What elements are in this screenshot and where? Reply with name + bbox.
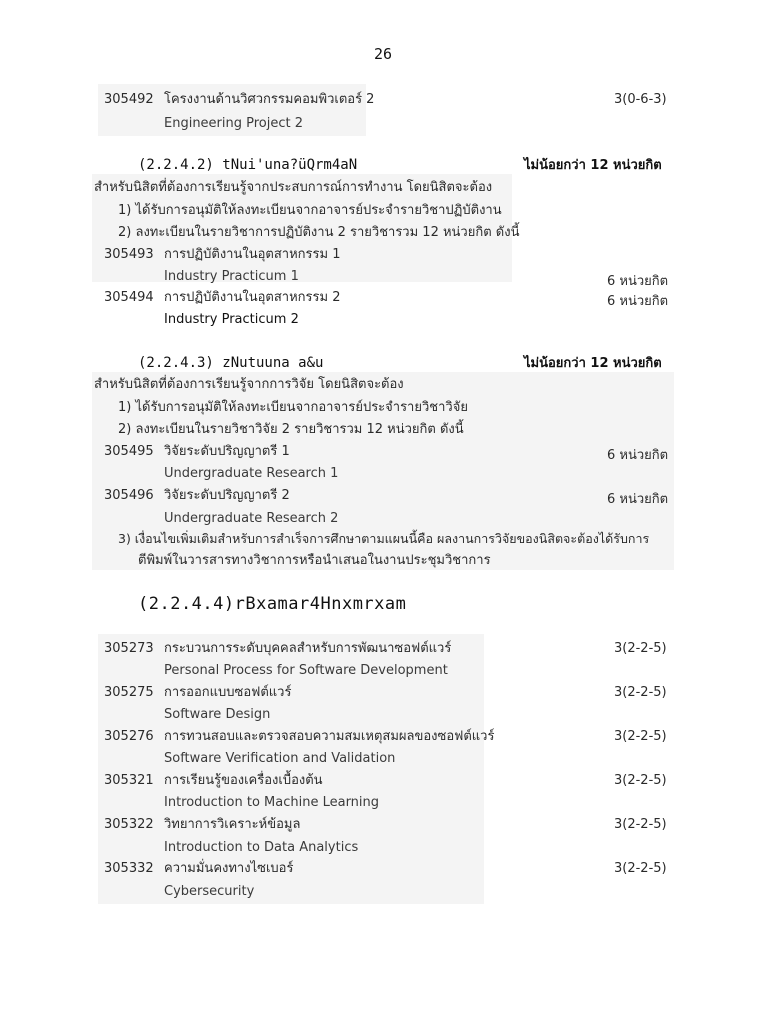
- course-code: 305321: [104, 773, 154, 788]
- course-code: 305273: [104, 641, 154, 656]
- condition-1: 1) ได้รับการอนุมัติให้ลงทะเบียนจากอาจารย์ประจำรายวิชาปฏิบัติงาน: [118, 203, 502, 218]
- course-thai-name: วิจัยระดับปริญญาตรี 1: [164, 444, 290, 459]
- course-english-name: Cybersecurity: [164, 884, 255, 899]
- course-code: 305276: [104, 729, 154, 744]
- course-thai-name: การปฏิบัติงานในอุตสาหกรรม 1: [164, 247, 341, 262]
- course-thai-name: การทวนสอบและตรวจสอบความสมเหตุสมผลของซอฟต์แวร์: [164, 729, 495, 744]
- course-credit: 6 หน่วยกิต: [607, 492, 669, 507]
- condition-1: 1) ได้รับการอนุมัติให้ลงทะเบียนจากอาจารย์ประจำรายวิชาวิจัย: [118, 400, 468, 415]
- course-code: 305494: [104, 290, 154, 305]
- section-intro: สำหรับนิสิตที่ต้องการเรียนรู้จากการวิจัย โดยนิสิตจะต้อง: [94, 377, 404, 392]
- course-thai-name: วิทยาการวิเคราะห์ข้อมูล: [164, 817, 301, 832]
- course-code: 305492: [104, 92, 154, 107]
- course-code: 305496: [104, 488, 154, 503]
- course-code: 305322: [104, 817, 154, 832]
- course-english-name: Introduction to Machine Learning: [164, 795, 380, 810]
- page-number: 26: [374, 45, 393, 63]
- course-credit: 3(2-2-5): [614, 861, 667, 876]
- course-code: 305493: [104, 247, 154, 262]
- section-heading: (2.2.4.2) tNui'una?üQrm4aN: [138, 157, 358, 173]
- course-credit: 3(2-2-5): [614, 817, 667, 832]
- course-credit: 3(2-2-5): [614, 685, 667, 700]
- course-credit: 3(2-2-5): [614, 641, 667, 656]
- course-english-name: Undergraduate Research 1: [164, 466, 339, 481]
- course-code: 305495: [104, 444, 154, 459]
- course-code: 305332: [104, 861, 154, 876]
- course-thai-name: การเรียนรู้ของเครื่องเบื้องต้น: [164, 773, 323, 788]
- course-credit: 3(2-2-5): [614, 773, 667, 788]
- section-intro: สำหรับนิสิตที่ต้องการเรียนรู้จากประสบการณ์การทำงาน โดยนิสิตจะต้อง: [94, 180, 493, 195]
- section-requirement: ไม่น้อยกว่า 12 หน่วยกิต: [524, 356, 662, 371]
- course-credit: 3(0-6-3): [614, 92, 667, 107]
- section-heading: (2.2.4.4)rBxamar4Hnxmrxam: [138, 594, 407, 614]
- course-credit: 6 หน่วยกิต: [607, 448, 669, 463]
- course-thai-name: การปฏิบัติงานในอุตสาหกรรม 2: [164, 290, 341, 305]
- condition-3-line2: ตีพิมพ์ในวารสารทางวิชาการหรือนำเสนอในงานประชุมวิชาการ: [138, 553, 491, 568]
- course-english-name: Industry Practicum 1: [164, 269, 299, 284]
- course-english-name: Personal Process for Software Development: [164, 663, 448, 678]
- course-thai-name: วิจัยระดับปริญญาตรี 2: [164, 488, 290, 503]
- course-english-name: Software Verification and Validation: [164, 751, 396, 766]
- course-credit: 3(2-2-5): [614, 729, 667, 744]
- course-english-name: Software Design: [164, 707, 271, 722]
- section-requirement: ไม่น้อยกว่า 12 หน่วยกิต: [524, 158, 662, 173]
- course-credit: 6 หน่วยกิต: [607, 294, 669, 309]
- course-thai-name: โครงงานด้านวิศวกรรมคอมพิวเตอร์ 2: [164, 92, 375, 107]
- course-thai-name: กระบวนการระดับบุคคลสำหรับการพัฒนาซอฟต์แวร์: [164, 641, 452, 656]
- course-english-name: Introduction to Data Analytics: [164, 840, 359, 855]
- condition-3-line1: 3) เงื่อนไขเพิ่มเติมสำหรับการสำเร็จการศึกษาตามแผนนี้คือ ผลงานการวิจัยของนิสิตจะต้องได้รับการ: [118, 531, 650, 546]
- section-heading: (2.2.4.3) zNutuuna a&u: [138, 355, 324, 371]
- course-english-name: Engineering Project 2: [164, 116, 304, 131]
- course-english-name: Undergraduate Research 2: [164, 511, 339, 526]
- course-thai-name: การออกแบบซอฟต์แวร์: [164, 685, 292, 700]
- course-credit: 6 หน่วยกิต: [607, 274, 669, 289]
- condition-2: 2) ลงทะเบียนในรายวิชาวิจัย 2 รายวิชารวม 12 หน่วยกิต ดังนี้: [118, 422, 464, 437]
- course-english-name: Industry Practicum 2: [164, 312, 299, 327]
- course-code: 305275: [104, 685, 154, 700]
- course-thai-name: ความมั่นคงทางไซเบอร์: [164, 861, 294, 876]
- condition-2: 2) ลงทะเบียนในรายวิชาการปฏิบัติงาน 2 รายวิชารวม 12 หน่วยกิต ดังนี้: [118, 225, 520, 240]
